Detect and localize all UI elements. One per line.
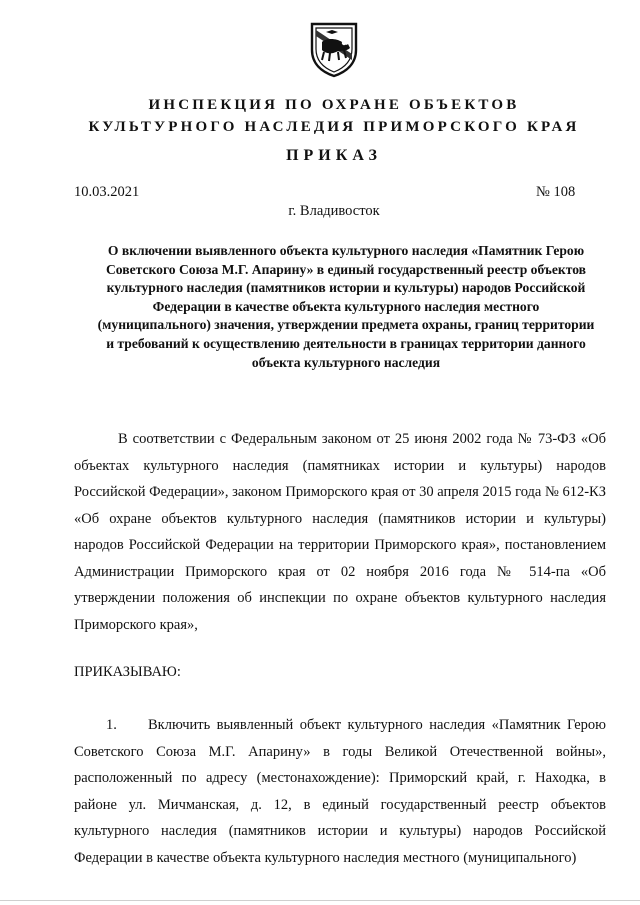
document-city: г. Владивосток	[288, 203, 380, 219]
document-title: О включении выявленного объекта культурного наследия «Памятник Герою Советского Союза М.Г. Апарину» в единый государственный реестр объектов культурного наследия (памятников истории и культуры) народов Российской Федерации в качестве объекта культурного наследия местного (муниципального) значения, утверждении предмета охраны, границ территории и требований к осуществлению деятельности в границах территории данного объекта культурного наследия	[97, 243, 595, 370]
page-edge-line	[0, 900, 640, 901]
agency-name-line1: ИНСПЕКЦИЯ ПО ОХРАНЕ ОБЪЕКТОВ	[148, 97, 520, 113]
coat-of-arms-icon	[308, 20, 360, 78]
order-word: ПРИКАЗЫВАЮ:	[74, 664, 181, 680]
document-type: ПРИКАЗ	[286, 147, 382, 164]
order-item	[74, 712, 606, 871]
document-date: 10.03.2021	[74, 184, 140, 200]
order-item-text: Включить выявленный объект культурного наследия «Памятник Герою Советского Союза М.Г. Апарину» в годы Великой Отечественной войны», расположенный по адресу (местонахождение): Приморский край, г. Находка, в районе ул. Мичманская, д. 12, в единый государственный реестр объектов культурного наследия (памятников истории и культуры) народов Российской Федерации в качестве объекта культурного наследия местного (муниципального)	[74, 717, 606, 866]
order-item-number: 1.	[106, 717, 117, 733]
preamble-paragraph: В соответствии с Федеральным законом от 25 июня 2002 года № 73-ФЗ «Об объектах культурного наследия (памятниках истории и культуры) народов Российской Федерации», законом Приморского края от 30 апреля 2015 года № 612-КЗ «Об охране объектов культурного наследия (памятников истории и культуры) народов Российской Федерации на территории Приморского края», постановлением Администрации Приморского края от 02 ноября 2016 года № 514-па «Об утверждении положения об инспекции по охране объектов культурного наследия Приморского края»,	[74, 431, 606, 633]
document-number: № 108	[536, 184, 576, 200]
agency-name-line2: КУЛЬТУРНОГО НАСЛЕДИЯ ПРИМОРСКОГО КРАЯ	[88, 119, 580, 135]
